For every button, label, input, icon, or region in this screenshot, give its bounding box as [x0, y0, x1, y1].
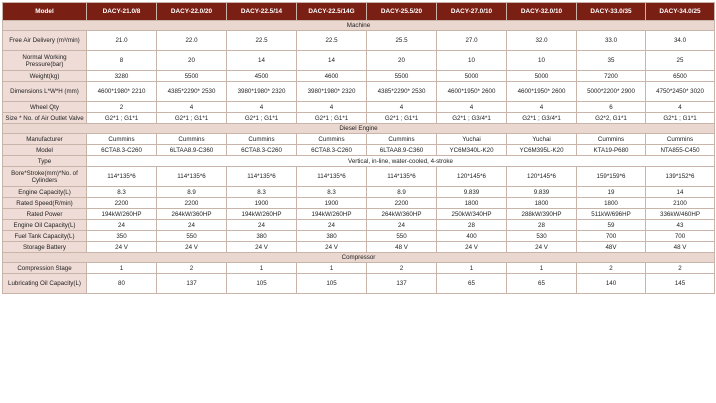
table-cell: G2*1 ; G3/4*1 — [507, 113, 577, 124]
table-cell: 550 — [367, 231, 437, 242]
table-cell: 4600*1950* 2600 — [437, 82, 507, 102]
table-cell: G2*1 ; G1*1 — [227, 113, 297, 124]
table-cell: 20 — [157, 51, 227, 71]
header-model-dacy-32-0-10: DACY-32.0/10 — [507, 3, 577, 21]
table-cell: 2200 — [157, 198, 227, 209]
table-cell: 4 — [646, 102, 715, 113]
row-label: Normal Working Pressure(bar) — [3, 51, 87, 71]
table-cell: Cummins — [227, 134, 297, 145]
section-title: Diesel Engine — [3, 124, 715, 134]
table-row — [3, 167, 715, 187]
table-cell: 1 — [297, 263, 367, 274]
table-cell: NTA855-C450 — [646, 145, 715, 156]
table-row — [3, 242, 715, 253]
table-row — [3, 263, 715, 274]
row-label: Rated Speed(R/min) — [3, 198, 87, 209]
table-row — [3, 274, 715, 294]
table-cell: 4 — [297, 102, 367, 113]
section-title: Machine — [3, 21, 715, 31]
table-cell: 550 — [157, 231, 227, 242]
table-body — [3, 21, 715, 294]
section-title: Compressor — [3, 253, 715, 263]
table-cell: 5500 — [157, 71, 227, 82]
table-cell: 43 — [646, 220, 715, 231]
table-row — [3, 113, 715, 124]
table-cell: Cummins — [646, 134, 715, 145]
row-label: Bore*Stroke(mm)*No. of Cylinders — [3, 167, 87, 187]
table-cell: 3980*1980* 2320 — [227, 82, 297, 102]
table-cell: 9.839 — [507, 187, 577, 198]
table-cell: 114*135*6 — [227, 167, 297, 187]
table-cell: 2 — [577, 263, 646, 274]
table-cell: 14 — [297, 51, 367, 71]
table-cell: 137 — [367, 274, 437, 294]
table-cell: 1800 — [577, 198, 646, 209]
header-model-dacy-25-5-20: DACY-25.5/20 — [367, 3, 437, 21]
table-cell: 24 V — [297, 242, 367, 253]
table-cell: 139*152*6 — [646, 167, 715, 187]
table-cell: 3280 — [87, 71, 157, 82]
table-cell: 105 — [227, 274, 297, 294]
table-cell: 194kW/260HP — [297, 209, 367, 220]
table-cell: 4385*2290* 2530 — [367, 82, 437, 102]
spec-table-wrapper — [2, 2, 714, 294]
table-cell: 6500 — [646, 71, 715, 82]
table-cell: 6CTA8.3-C260 — [297, 145, 367, 156]
table-cell: 20 — [367, 51, 437, 71]
table-cell: 700 — [646, 231, 715, 242]
header-row — [3, 3, 715, 21]
table-cell: 6LTAA8.9-C360 — [157, 145, 227, 156]
table-cell: 65 — [437, 274, 507, 294]
table-cell: 24 V — [507, 242, 577, 253]
table-cell: 80 — [87, 274, 157, 294]
table-cell: 194kW/260HP — [227, 209, 297, 220]
table-cell: 4600 — [297, 71, 367, 82]
table-cell: 24 — [367, 220, 437, 231]
row-label: Fuel Tank Capacity(L) — [3, 231, 87, 242]
table-cell: 28 — [437, 220, 507, 231]
table-row — [3, 209, 715, 220]
table-cell: 2 — [646, 263, 715, 274]
row-label: Type — [3, 156, 87, 167]
table-cell: 2 — [87, 102, 157, 113]
table-cell: 400 — [437, 231, 507, 242]
row-label: Model — [3, 145, 87, 156]
table-cell: 24 — [157, 220, 227, 231]
table-cell: 120*145*6 — [507, 167, 577, 187]
table-cell: 22.0 — [157, 31, 227, 51]
table-cell: Cummins — [157, 134, 227, 145]
table-cell: 1 — [227, 263, 297, 274]
row-label: Lubricating Oil Capacity(L) — [3, 274, 87, 294]
table-cell: 48 V — [646, 242, 715, 253]
table-cell: 114*135*6 — [297, 167, 367, 187]
header-model-dacy-34-0-25: DACY-34.0/25 — [646, 3, 715, 21]
table-cell: G2*1 ; G1*1 — [367, 113, 437, 124]
table-cell: 28 — [507, 220, 577, 231]
table-cell: 2200 — [367, 198, 437, 209]
section-row-machine — [3, 21, 715, 31]
table-cell: Cummins — [297, 134, 367, 145]
table-cell: 5000*2200* 2900 — [577, 82, 646, 102]
table-cell: 4 — [367, 102, 437, 113]
table-cell: 8.3 — [297, 187, 367, 198]
section-row-diesel-engine — [3, 124, 715, 134]
table-row — [3, 31, 715, 51]
header-model-dacy-21-0-8: DACY-21.0/8 — [87, 3, 157, 21]
table-cell: 4 — [157, 102, 227, 113]
table-cell: 380 — [297, 231, 367, 242]
table-cell: 48V — [577, 242, 646, 253]
table-cell: 22.5 — [227, 31, 297, 51]
table-cell: 25 — [646, 51, 715, 71]
table-cell: G2*1 ; G1*1 — [646, 113, 715, 124]
spec-table — [2, 2, 715, 294]
table-cell: 8.9 — [367, 187, 437, 198]
header-model-dacy-22-5-14: DACY-22.5/14 — [227, 3, 297, 21]
table-cell: 24 — [87, 220, 157, 231]
table-cell: 350 — [87, 231, 157, 242]
table-cell: 65 — [507, 274, 577, 294]
table-cell: 59 — [577, 220, 646, 231]
table-cell: YC6M340L-K20 — [437, 145, 507, 156]
table-cell: G2*1 ; G1*1 — [297, 113, 367, 124]
table-cell: 24 V — [157, 242, 227, 253]
table-cell: G2*1 ; G3/4*1 — [437, 113, 507, 124]
table-cell: 1900 — [297, 198, 367, 209]
table-row — [3, 145, 715, 156]
table-cell: 140 — [577, 274, 646, 294]
table-cell: 24 V — [227, 242, 297, 253]
row-label: Storage Battery — [3, 242, 87, 253]
table-cell: G2*2, G1*1 — [577, 113, 646, 124]
table-row — [3, 134, 715, 145]
table-cell: Cummins — [577, 134, 646, 145]
section-row-compressor — [3, 253, 715, 263]
row-label: Size * No. of Air Outlet Valve — [3, 113, 87, 124]
table-cell: 4500 — [227, 71, 297, 82]
table-cell: G2*1 ; G1*1 — [87, 113, 157, 124]
table-cell: 24 — [297, 220, 367, 231]
table-cell: 1800 — [437, 198, 507, 209]
table-cell: 1 — [437, 263, 507, 274]
table-cell: 120*145*6 — [437, 167, 507, 187]
table-cell: 6CTA8.3-C260 — [87, 145, 157, 156]
row-label: Dimensions L*W*H (mm) — [3, 82, 87, 102]
table-cell: 1 — [87, 263, 157, 274]
table-cell: 4750*2450* 3020 — [646, 82, 715, 102]
table-row — [3, 231, 715, 242]
table-cell: 4 — [507, 102, 577, 113]
table-cell: 34.0 — [646, 31, 715, 51]
table-cell: 6LTAA8.9-C360 — [367, 145, 437, 156]
table-cell: 194kW/260HP — [87, 209, 157, 220]
table-cell: 14 — [646, 187, 715, 198]
table-cell: 4 — [437, 102, 507, 113]
table-cell: 530 — [507, 231, 577, 242]
table-cell: 114*135*6 — [87, 167, 157, 187]
table-cell: 264kW/360HP — [367, 209, 437, 220]
table-cell: 8.9 — [157, 187, 227, 198]
table-row — [3, 198, 715, 209]
table-cell: 24 — [227, 220, 297, 231]
table-cell: 3980*1980* 2320 — [297, 82, 367, 102]
table-cell: 7200 — [577, 71, 646, 82]
header-model-label: Model — [3, 3, 87, 21]
table-cell: 8.3 — [227, 187, 297, 198]
table-cell: 2 — [367, 263, 437, 274]
table-cell: 24 V — [87, 242, 157, 253]
table-cell: 9.839 — [437, 187, 507, 198]
table-cell: 114*135*6 — [157, 167, 227, 187]
table-cell: G2*1 ; G1*1 — [157, 113, 227, 124]
table-cell: 511kW/696HP — [577, 209, 646, 220]
row-label: Engine Capacity(L) — [3, 187, 87, 198]
table-cell: 264kW/360HP — [157, 209, 227, 220]
table-cell: 5000 — [507, 71, 577, 82]
table-cell: 6CTA8.3-C260 — [227, 145, 297, 156]
table-cell: Cummins — [367, 134, 437, 145]
table-cell: 8 — [87, 51, 157, 71]
row-label: Rated Power — [3, 209, 87, 220]
table-cell: 137 — [157, 274, 227, 294]
table-cell: 1 — [507, 263, 577, 274]
table-cell: 21.0 — [87, 31, 157, 51]
table-cell: 4 — [227, 102, 297, 113]
table-cell: 5500 — [367, 71, 437, 82]
table-cell: 4385*2290* 2530 — [157, 82, 227, 102]
table-cell: 5000 — [437, 71, 507, 82]
table-row — [3, 102, 715, 113]
table-row — [3, 82, 715, 102]
table-row — [3, 156, 715, 167]
header-model-dacy-22-5-14g: DACY-22.5/14G — [297, 3, 367, 21]
table-cell: Cummins — [87, 134, 157, 145]
table-row — [3, 51, 715, 71]
table-header — [3, 3, 715, 21]
table-cell: 22.5 — [297, 31, 367, 51]
row-label: Free Air Delivery (m³/min) — [3, 31, 87, 51]
table-cell: 35 — [577, 51, 646, 71]
table-cell: 32.0 — [507, 31, 577, 51]
table-cell: 48 V — [367, 242, 437, 253]
table-cell: KTA19-P680 — [577, 145, 646, 156]
table-cell: 14 — [227, 51, 297, 71]
table-cell: 25.5 — [367, 31, 437, 51]
table-cell: 2200 — [87, 198, 157, 209]
table-row — [3, 71, 715, 82]
header-model-dacy-22-0-20: DACY-22.0/20 — [157, 3, 227, 21]
row-label: Manufacturer — [3, 134, 87, 145]
table-cell: 288kW/390HP — [507, 209, 577, 220]
table-cell: 2100 — [646, 198, 715, 209]
table-row — [3, 220, 715, 231]
table-cell: Yuchai — [507, 134, 577, 145]
table-cell: 700 — [577, 231, 646, 242]
table-cell: 2 — [157, 263, 227, 274]
row-label: Engine Oil Capacity(L) — [3, 220, 87, 231]
header-model-dacy-27-0-10: DACY-27.0/10 — [437, 3, 507, 21]
table-cell: 114*135*6 — [367, 167, 437, 187]
table-cell: 19 — [577, 187, 646, 198]
spanning-cell: Vertical, in-line, water-cooled, 4-stroke — [87, 156, 715, 167]
table-cell: 27.0 — [437, 31, 507, 51]
table-cell: 159*159*6 — [577, 167, 646, 187]
table-cell: 1900 — [227, 198, 297, 209]
table-cell: 8.3 — [87, 187, 157, 198]
table-cell: 6 — [577, 102, 646, 113]
header-model-dacy-33-0-35: DACY-33.0/35 — [577, 3, 646, 21]
table-cell: 10 — [437, 51, 507, 71]
table-cell: 1800 — [507, 198, 577, 209]
table-cell: 250kW/340HP — [437, 209, 507, 220]
table-cell: 145 — [646, 274, 715, 294]
table-cell: Yuchai — [437, 134, 507, 145]
row-label: Wheel Qty — [3, 102, 87, 113]
table-cell: 380 — [227, 231, 297, 242]
table-row — [3, 187, 715, 198]
table-cell: YC6M395L-K20 — [507, 145, 577, 156]
table-cell: 4600*1980* 2210 — [87, 82, 157, 102]
table-cell: 336kW/460HP — [646, 209, 715, 220]
table-cell: 33.0 — [577, 31, 646, 51]
row-label: Weight(kg) — [3, 71, 87, 82]
table-cell: 10 — [507, 51, 577, 71]
table-cell: 24 V — [437, 242, 507, 253]
table-cell: 4600*1950* 2600 — [507, 82, 577, 102]
table-cell: 105 — [297, 274, 367, 294]
row-label: Compression Stage — [3, 263, 87, 274]
